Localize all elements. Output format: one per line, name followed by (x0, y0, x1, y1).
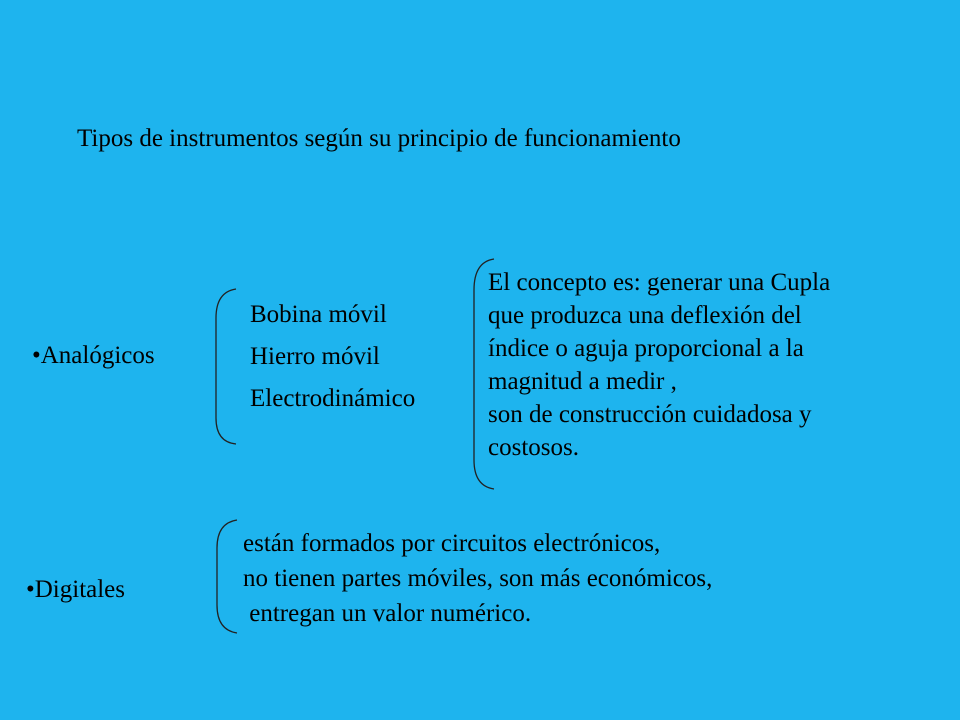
analog-concept-text (488, 266, 830, 464)
concept-line: son de construcción cuidadosa y (488, 401, 812, 428)
list-item-bobina-movil: Bobina móvil (250, 301, 387, 328)
digital-desc-line: están formados por circuitos electrónicos, (243, 530, 661, 557)
analog-type-list (250, 298, 415, 424)
concept-line: El concepto es: generar una Cupla (488, 269, 831, 296)
digital-desc-line: entregan un valor numérico. (243, 600, 532, 627)
concept-line: costosos. (488, 434, 579, 461)
slide-title: Tipos de instrumentos según su principio de funcionamiento (77, 125, 681, 152)
list-item-electrodinamico: Electrodinámico (250, 385, 416, 412)
analog-brace-icon (216, 289, 236, 444)
concept-line: índice o aguja proporcional a la (488, 335, 804, 362)
concept-line: que produzca una deflexión del (488, 302, 802, 329)
digital-desc-line: no tienen partes móviles, son más económicos, (243, 565, 713, 592)
list-item-hierro-movil: Hierro móvil (250, 343, 380, 370)
concept-line: magnitud a medir , (488, 368, 677, 395)
digital-description (243, 526, 712, 631)
digital-label: •Digitales (26, 576, 126, 603)
analog-label: •Analógicos (32, 342, 155, 369)
digital-brace-icon (217, 520, 237, 633)
